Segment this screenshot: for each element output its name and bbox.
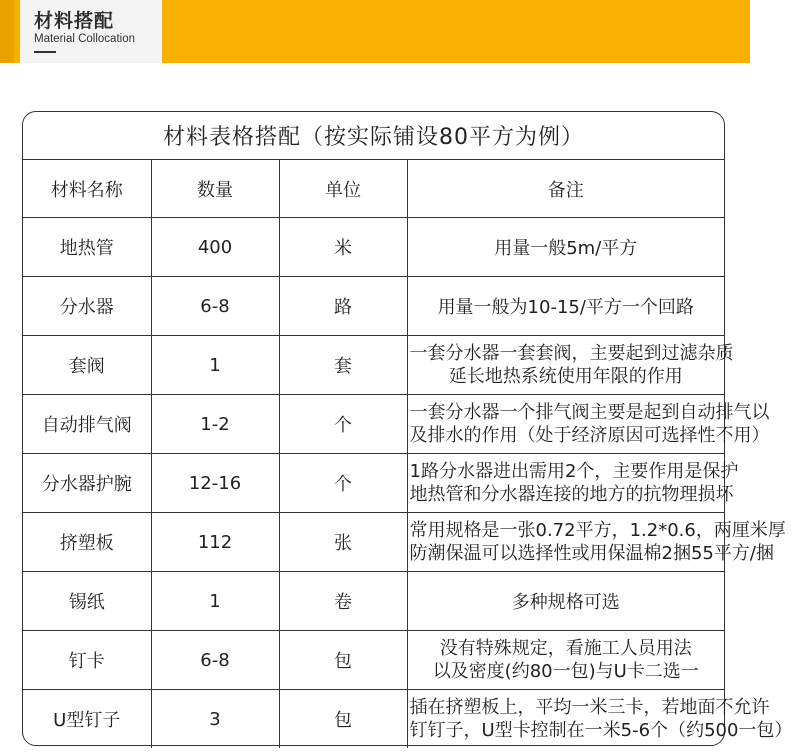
material-name-cell: 分水器护腕 [23, 454, 151, 513]
section-title: 材料搭配 [34, 10, 115, 32]
quantity-cell: 400 [151, 218, 279, 277]
table-body [23, 218, 792, 749]
column-header-unit: 单位 [279, 160, 407, 218]
unit-cell: 包 [279, 690, 407, 749]
unit-cell: 米 [279, 218, 407, 277]
note-line: 常用规格是一张0.72平方，1.2*0.6，两厘米厚 [409, 520, 786, 541]
note-line: 及排水的作用（处于经济原因可选择性不用） [409, 425, 770, 446]
table-row [23, 572, 724, 631]
note-line: 延长地热系统使用年限的作用 [448, 366, 683, 387]
quantity-cell: 1 [151, 572, 279, 631]
material-name-cell: 自动排气阀 [23, 395, 151, 454]
table-row [23, 336, 724, 395]
quantity-cell: 1 [151, 336, 279, 395]
material-name-cell: 钉卡 [23, 631, 151, 690]
unit-cell: 卷 [279, 572, 407, 631]
note-cell [407, 631, 724, 690]
quantity-cell: 6-8 [151, 631, 279, 690]
table-row [23, 454, 724, 513]
note-cell [407, 690, 792, 749]
column-header-note: 备注 [407, 160, 724, 218]
table-caption: 材料表格搭配（按实际铺设80平方为例） [23, 112, 724, 160]
materials-table-container [22, 111, 792, 746]
banner-stripe [0, 0, 14, 63]
note-line: 钉钉子，U型卡控制在一米5-6个（约500一包） [409, 720, 792, 741]
quantity-cell: 1-2 [151, 395, 279, 454]
note-cell [407, 336, 734, 395]
table-row [23, 277, 724, 336]
note-cell: 用量一般5m/平方 [407, 218, 724, 277]
note-line: 插在挤塑板上，平均一米三卡，若地面不允许 [409, 697, 770, 718]
material-name-cell: 分水器 [23, 277, 151, 336]
material-name-cell: 锡纸 [23, 572, 151, 631]
column-header-qty: 数量 [151, 160, 279, 218]
note-line: 1路分水器进出需用2个，主要作用是保护 [409, 461, 739, 482]
header-banner [0, 0, 750, 63]
quantity-cell: 112 [151, 513, 279, 572]
table-caption-row [23, 112, 724, 160]
unit-cell: 个 [279, 454, 407, 513]
note-cell [407, 513, 786, 572]
table-row [23, 631, 724, 690]
unit-cell: 套 [279, 336, 407, 395]
note-line: 地热管和分水器连接的地方的抗物理损坏 [409, 484, 734, 505]
material-name-cell: 地热管 [23, 218, 151, 277]
table-row [23, 513, 724, 572]
table-row [23, 218, 724, 277]
section-subtitle: Material Collocation [34, 33, 135, 45]
note-line: 没有特殊规定，看施工人员用法 [439, 638, 692, 659]
material-name-cell: U型钉子 [23, 690, 151, 749]
column-header-name: 材料名称 [23, 160, 151, 218]
unit-cell: 张 [279, 513, 407, 572]
table-row [23, 690, 724, 749]
unit-cell: 路 [279, 277, 407, 336]
unit-cell: 个 [279, 395, 407, 454]
note-cell [407, 454, 739, 513]
note-line: 一套分水器一个排气阀主要是起到自动排气以 [409, 402, 770, 423]
quantity-cell: 6-8 [151, 277, 279, 336]
note-line: 以及密度(约80一包)与U卡二选一 [432, 661, 699, 682]
material-name-cell: 挤塑板 [23, 513, 151, 572]
quantity-cell: 12-16 [151, 454, 279, 513]
table-header-row [23, 160, 724, 218]
note-cell: 用量一般为10-15/平方一个回路 [407, 277, 724, 336]
material-name-cell: 套阀 [23, 336, 151, 395]
table-row [23, 395, 724, 454]
note-cell [407, 395, 770, 454]
note-cell: 多种规格可选 [407, 572, 724, 631]
quantity-cell: 3 [151, 690, 279, 749]
section-label-box [20, 0, 162, 63]
note-line: 防潮保温可以选择性或用保温棉2捆55平方/捆 [409, 543, 774, 564]
unit-cell: 包 [279, 631, 407, 690]
note-line: 一套分水器一套套阀，主要起到过滤杂质 [409, 343, 734, 364]
subtitle-underline [34, 51, 56, 53]
materials-table [23, 112, 792, 748]
